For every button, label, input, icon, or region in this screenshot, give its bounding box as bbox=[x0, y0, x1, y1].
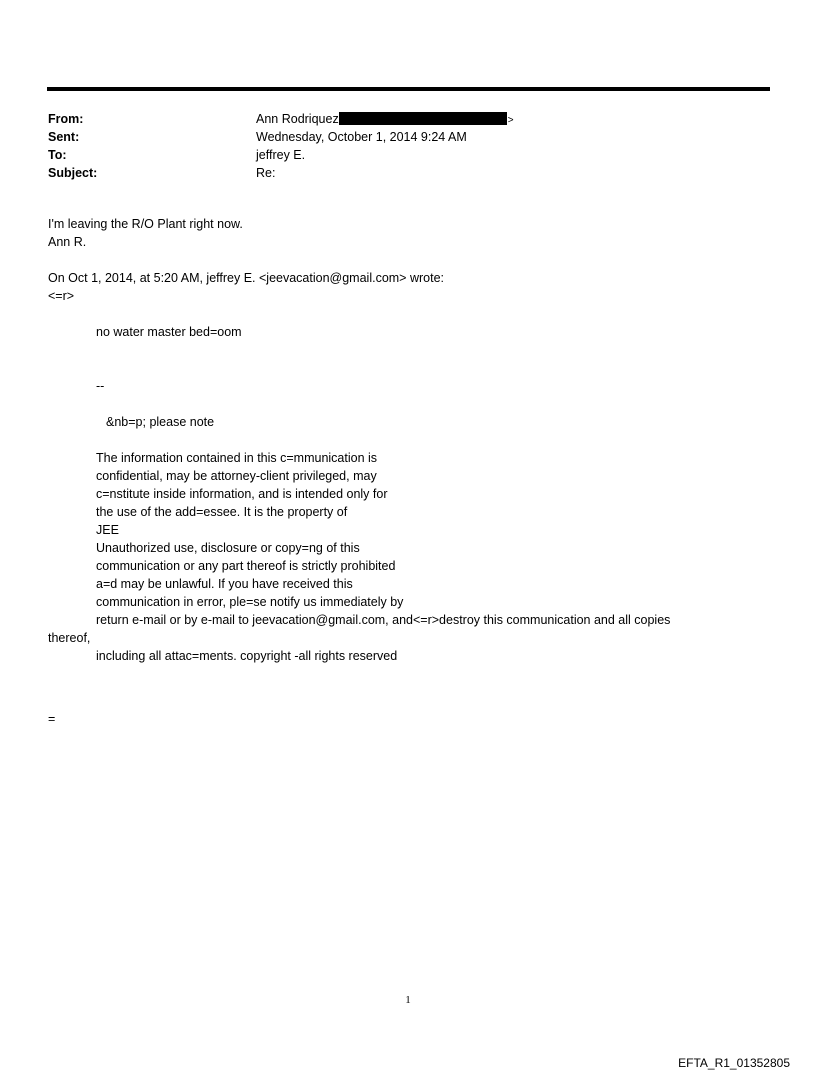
quote-marker: <=r> bbox=[48, 289, 75, 303]
from-label: From: bbox=[48, 112, 84, 126]
sent-value: Wednesday, October 1, 2014 9:24 AM bbox=[256, 130, 467, 144]
disclaimer-line: The information contained in this c=mmunication is bbox=[96, 451, 378, 465]
redaction-block bbox=[339, 112, 507, 125]
disclaimer-line: a=d may be unlawful. If you have received this bbox=[96, 577, 353, 591]
from-value bbox=[256, 110, 514, 130]
disclaimer-line: communication or any part thereof is strictly prohibited bbox=[96, 559, 396, 573]
disclaimer-line: return e-mail or by e-mail to jeevacation@gmail.com, and<=r>destroy this communication and all copies bbox=[96, 613, 671, 627]
subject-label: Subject: bbox=[48, 166, 98, 180]
disclaimer-wrap: thereof, bbox=[48, 631, 91, 645]
quoted-message: no water master bed=oom bbox=[96, 325, 242, 339]
bates-number: EFTA_R1_01352805 bbox=[678, 1056, 790, 1070]
email-body bbox=[48, 215, 748, 728]
reply-line: I'm leaving the R/O Plant right now. bbox=[48, 217, 243, 231]
end-marker: = bbox=[48, 712, 56, 726]
disclaimer-block bbox=[48, 449, 748, 665]
disclaimer-line: the use of the add=essee. It is the property of bbox=[96, 505, 348, 519]
reply-signature: Ann R. bbox=[48, 235, 87, 249]
disclaimer-line: JEE bbox=[96, 523, 119, 537]
signature-separator: -- bbox=[96, 379, 105, 393]
quote-intro: On Oct 1, 2014, at 5:20 AM, jeffrey E. <jeevacation@gmail.com> wrote: bbox=[48, 271, 444, 285]
disclaimer-line: confidential, may be attorney-client privileged, may bbox=[96, 469, 377, 483]
page-number: 1 bbox=[405, 994, 411, 1006]
from-tail: > bbox=[507, 115, 514, 126]
disclaimer-last-line: including all attac=ments. copyright -all rights reserved bbox=[96, 649, 398, 663]
disclaimer-line: c=nstitute inside information, and is intended only for bbox=[96, 487, 388, 501]
subject-value: Re: bbox=[256, 166, 276, 180]
please-note: &nb=p; please note bbox=[106, 415, 215, 429]
disclaimer-line: communication in error, ple=se notify us immediately by bbox=[96, 595, 404, 609]
sender-name: Ann Rodriquez bbox=[256, 112, 339, 126]
disclaimer-line: Unauthorized use, disclosure or copy=ng of this bbox=[96, 541, 360, 555]
to-label: To: bbox=[48, 148, 67, 162]
header-rule bbox=[47, 87, 770, 91]
to-value: jeffrey E. bbox=[256, 148, 306, 162]
sent-label: Sent: bbox=[48, 130, 80, 144]
